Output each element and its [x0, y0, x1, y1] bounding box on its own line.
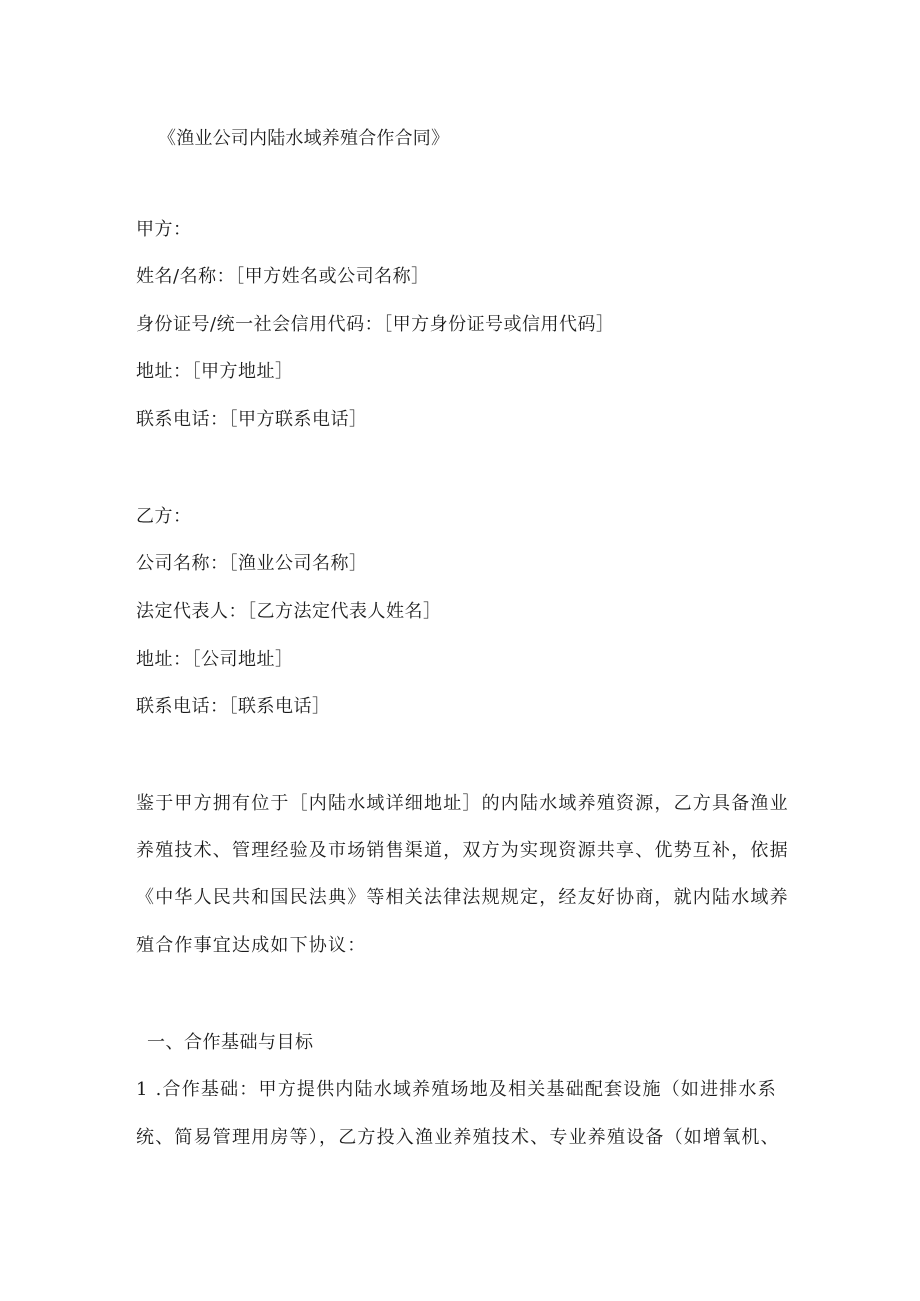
party-b-address: 地址：［公司地址］	[136, 649, 294, 670]
section-1-heading: 一、合作基础与目标	[147, 1032, 314, 1053]
party-b-label: 乙方：	[136, 506, 192, 527]
preamble-line-1: 鉴于甲方拥有位于［内陆水域详细地址］的内陆水域养殖资源，乙方具备渔业	[136, 793, 789, 814]
party-a-phone: 联系电话：［甲方联系电话］	[136, 409, 368, 430]
preamble-line-4: 殖合作事宜达成如下协议：	[136, 935, 367, 956]
preamble-line-2: 养殖技术、管理经验及市场销售渠道，双方为实现资源共享、优势互补，依据	[136, 840, 789, 861]
section-1-item-1-line-2: 统、简易管理用房等），乙方投入渔业养殖技术、专业养殖设备（如增氧机、	[136, 1127, 780, 1148]
section-1-item-1-line-1: 1 .合作基础：甲方提供内陆水域养殖场地及相关基础配套设施（如进排水系	[136, 1079, 777, 1100]
party-a-id: 身份证号/统一社会信用代码：［甲方身份证号或信用代码］	[136, 314, 615, 335]
party-a-name: 姓名/名称：［甲方姓名或公司名称］	[136, 266, 430, 287]
party-a-address: 地址：［甲方地址］	[136, 361, 294, 382]
party-b-phone: 联系电话：［联系电话］	[136, 696, 331, 717]
party-b-representative: 法定代表人：［乙方法定代表人姓名］	[136, 601, 442, 622]
preamble-line-3: 《中华人民共和国民法典》等相关法律法规规定，经友好协商，就内陆水域养	[136, 887, 789, 908]
party-a-label: 甲方：	[136, 219, 192, 240]
party-b-company: 公司名称：［渔业公司名称］	[136, 553, 368, 574]
contract-title: 《渔业公司内陆水域养殖合作合同》	[158, 128, 450, 149]
